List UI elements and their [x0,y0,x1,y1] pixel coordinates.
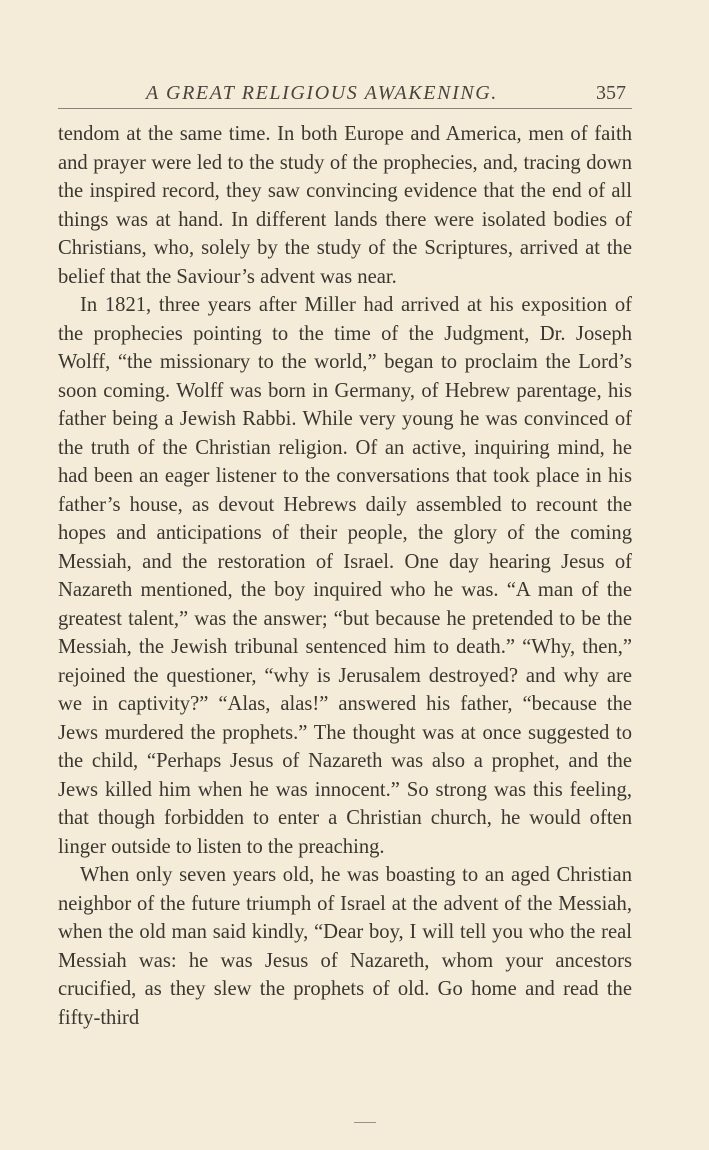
header-rule [58,108,632,109]
paragraph-continuation: tendom at the same time. In both Europe and America, men of faith and prayer were led to the study of the prophecies, and, tracing down the inspired record, they saw convincing evidence that the end of all things was at hand. In different lands there were isolated bodies of Christians, who, solely by the study of the Scriptures, arrived at the belief that the Saviour’s advent was near. [58,123,632,288]
running-title: A GREAT RELIGIOUS AWAKENING. [146,82,498,104]
footer-mark [354,1122,376,1123]
paragraph-wolff-intro: In 1821, three years after Miller had arrived at his exposition of the prophecies pointing to the time of the Judgment, Dr. Joseph Wolff, “the missionary to the world,” began to proclaim the Lord’s soon coming. Wolff was born in Germany, of Hebrew parentage, his father being a Jewish Rabbi. While very young he was convinced of the truth of the Christian religion. Of an active, inquiring mind, he had been an eager listener to the conversations that took place in his father’s house, as devout Hebrews daily assembled to recount the hopes and anticipations of their people, the glory of the coming Messiah, and the restoration of Israel. One day hearing Jesus of Nazareth mentioned, the boy inquired who he was. “A man of the greatest talent,” was the answer; “but because he pretended to be the Messiah, the Jewish tribunal sentenced him to death.” “Why, then,” rejoined the questioner, “why is Jerusalem destroyed? and why are we in captivity?” “Alas, alas!” answered his father, “because the Jews murdered the prophets.” The thought was at once suggested to the child, “Perhaps Jesus of Nazareth was also a prophet, and the Jews killed him when he was innocent.” So strong was this feeling, that though forbidden to enter a Christian church, he would often linger outside to listen to the preaching. [58,294,632,858]
page-header [58,82,632,108]
body-text [58,120,632,1032]
paragraph-seven-years-old: When only seven years old, he was boasting to an aged Christian neighbor of the future triumph of Israel at the advent of the Messiah, when the old man said kindly, “Dear boy, I will tell you who the real Messiah was: he was Jesus of Nazareth, whom your ancestors crucified, as they slew the prophets of old. Go home and read the fifty-third [58,864,632,1029]
page-number: 357 [596,82,626,104]
